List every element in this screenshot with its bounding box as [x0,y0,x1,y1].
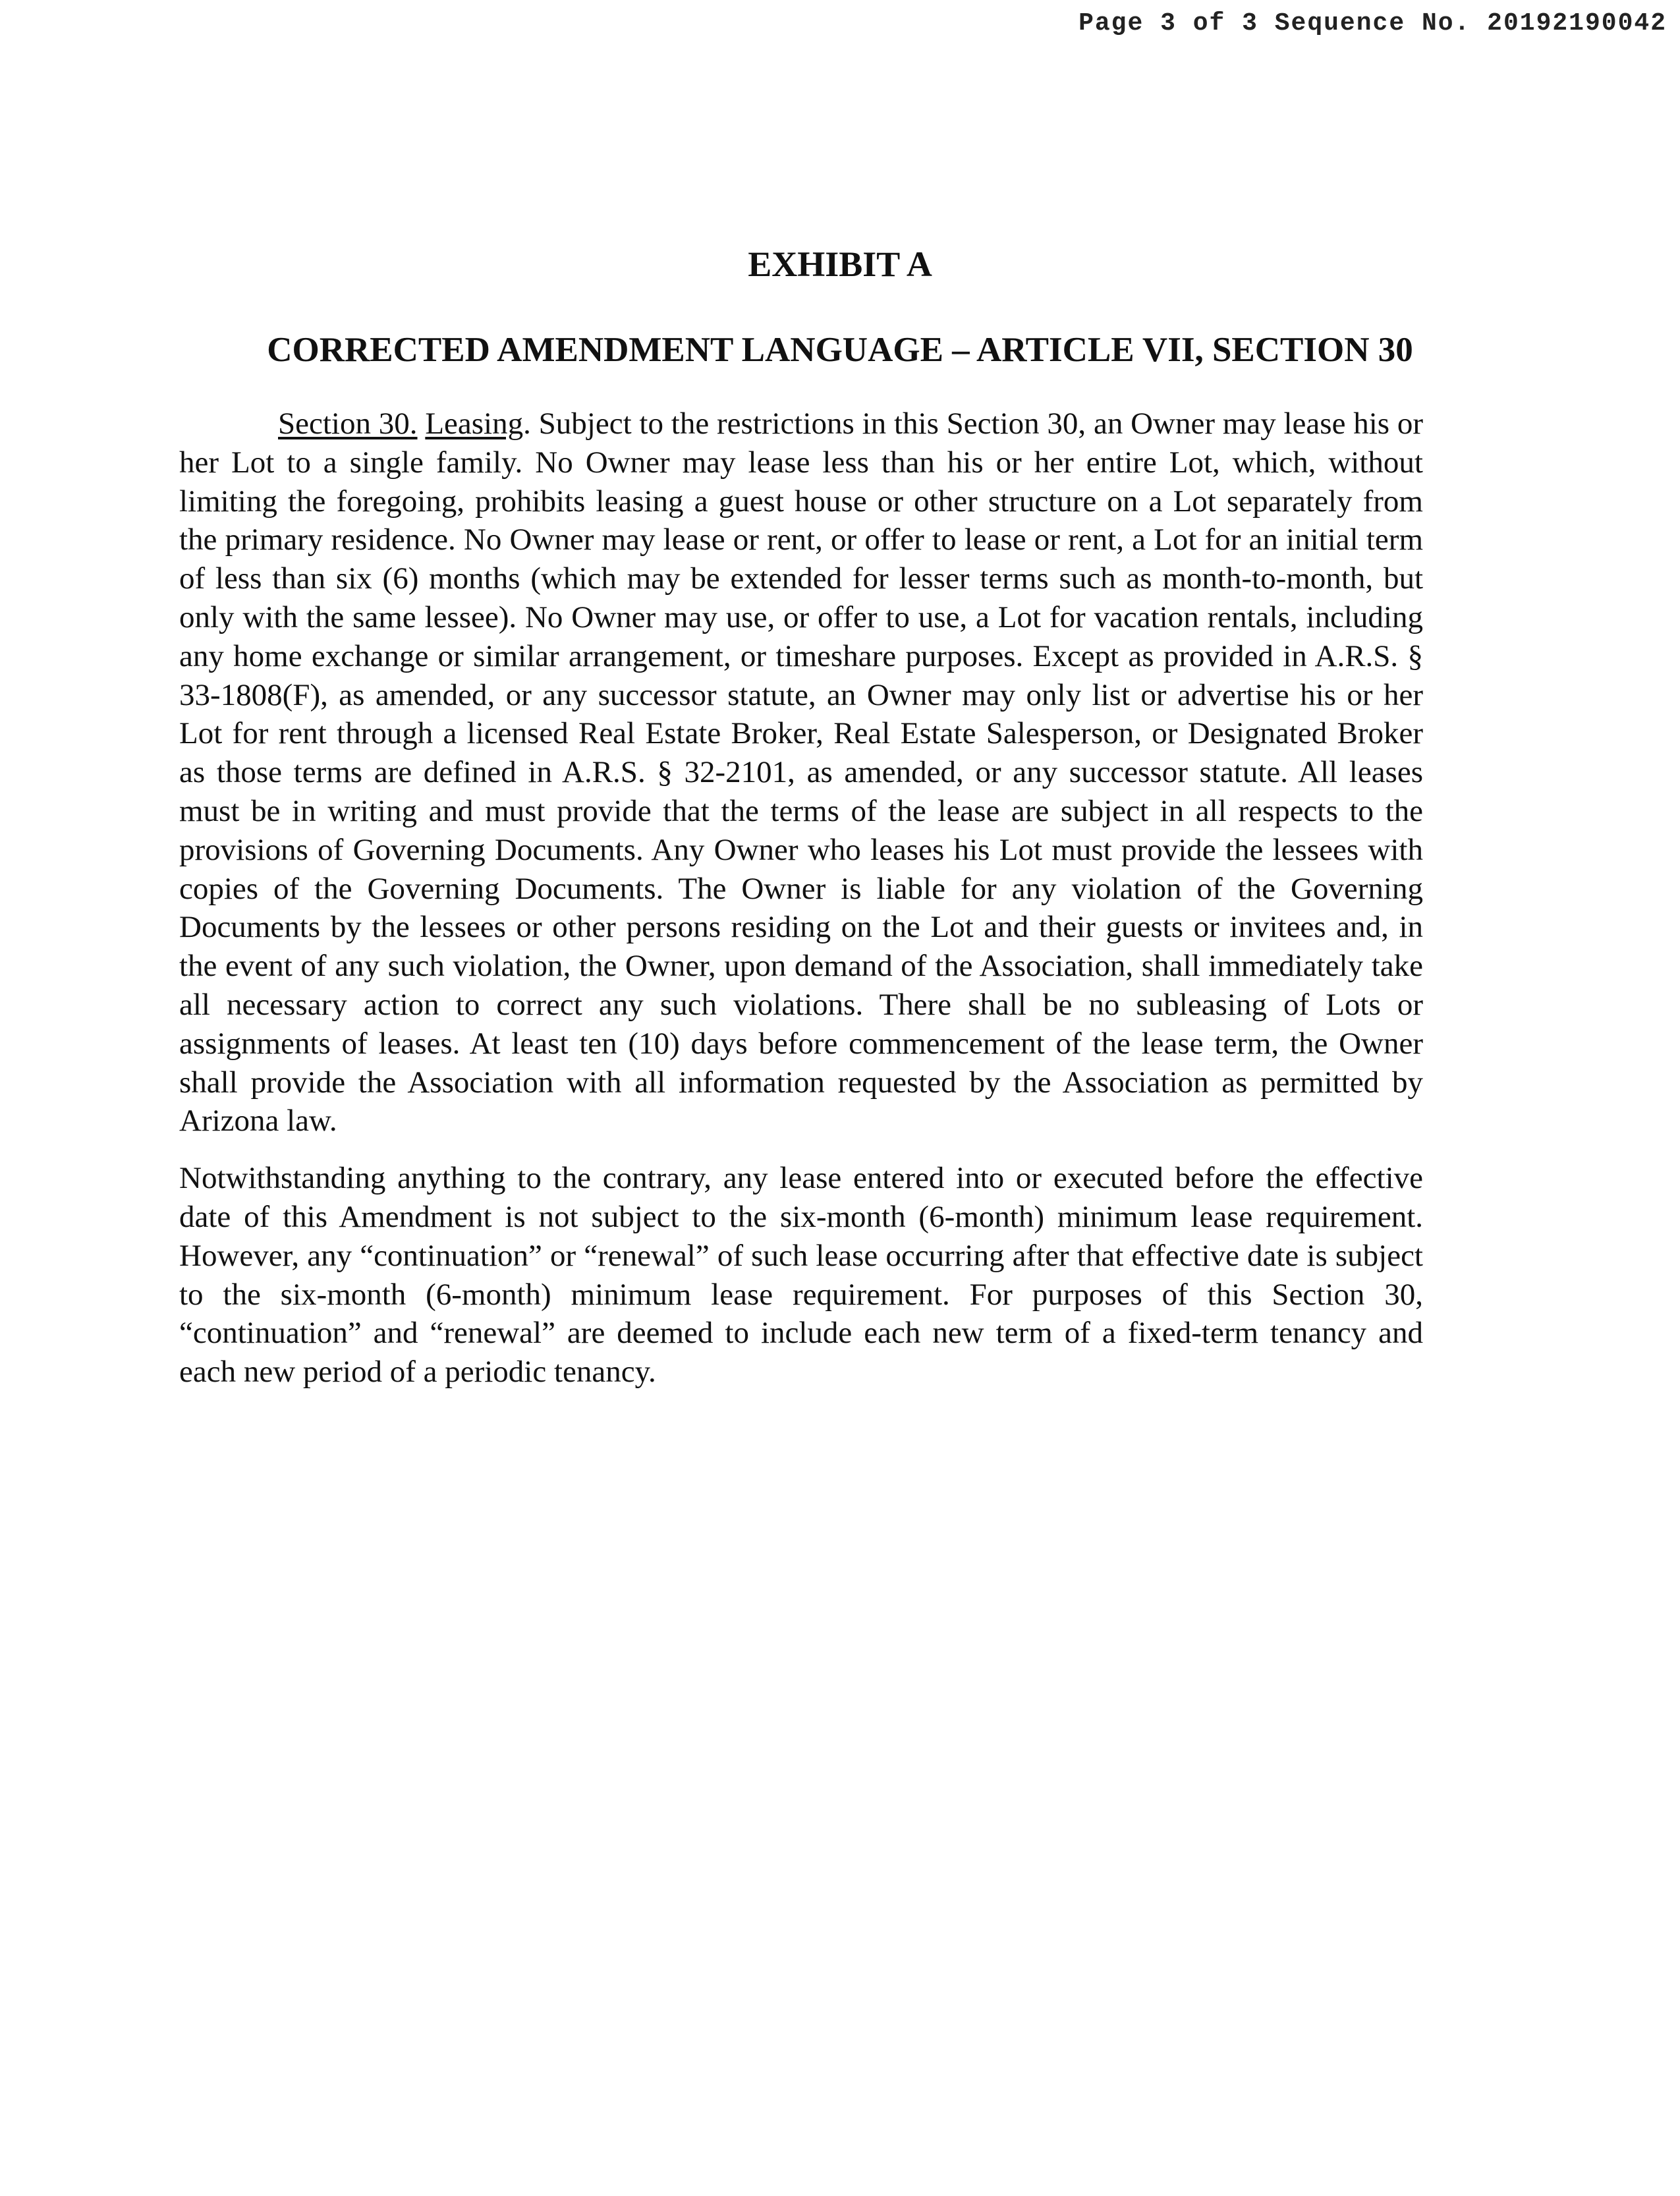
notwithstanding-paragraph: Notwithstanding anything to the contrary, any lease entered into or executed before the effective date of this Amendment is not subject to the six-month (6-month) minimum lease requirement. However, any “continuation” or “renewal” of such lease occurring after that effective date is subject to the six-month (6-month) minimum lease requirement. For purposes of this Section 30, “continuation” and “renewal” are deemed to include each new term of a fixed-term tenancy and each new period of a periodic tenancy. [179,1161,1423,1390]
section-number: Section 30. [278,407,418,441]
section-30-text: . Subject to the restrictions in this Section 30, an Owner may lease his or her Lot to a single family. No Owner may lease less than his or her entire Lot, which, without limiting the foregoing, prohibits leasing a guest house or other structure on a Lot separately from the primary residence. No Owner may lease or rent, or offer to lease or rent, a Lot for an initial term of less than six (6) months (which may be extended for lesser terms such as month-to-month, but only with the same lessee). No Owner may use, or offer to use, a Lot for vacation rentals, including any home exchange or similar arrangement, or timeshare purposes. Except as provided in A.R.S. § 33-1808(F), as amended, or any successor statute, an Owner may only list or advertise his or her Lot for rent through a licensed Real Estate Broker, Real Estate Salesperson, or Designated Broker as those terms are defined in A.R.S. § 32-2101, as amended, or any successor statute. All leases must be in writing and must provide that the terms of the lease are subject in all respects to the provisions of Governing Documents. Any Owner who leases his Lot must provide the lessees with copies of the Governing Documents. The Owner is liable for any violation of the Governing Documents by the lessees or other persons residing on the Lot and their guests or invitees and, in the event of any such violation, the Owner, upon demand of the Association, shall immediately take all necessary action to correct any such violations. There shall be no subleasing of Lots or assignments of leases. At least ten (10) days before commencement of the lease term, the Owner shall provide the Association with all information requested by the Association as permitted by Arizona law. [179,407,1424,1139]
page-sequence-stamp: Page 3 of 3 Sequence No. 20192190042 [1078,9,1667,38]
exhibit-title: EXHIBIT A [748,244,932,284]
exhibit-subtitle: CORRECTED AMENDMENT LANGUAGE – ARTICLE VII, SECTION 30 [267,331,1413,369]
section-heading: Leasing [425,407,524,441]
section-30-paragraph [179,405,1423,1140]
document-body [179,405,1423,1392]
